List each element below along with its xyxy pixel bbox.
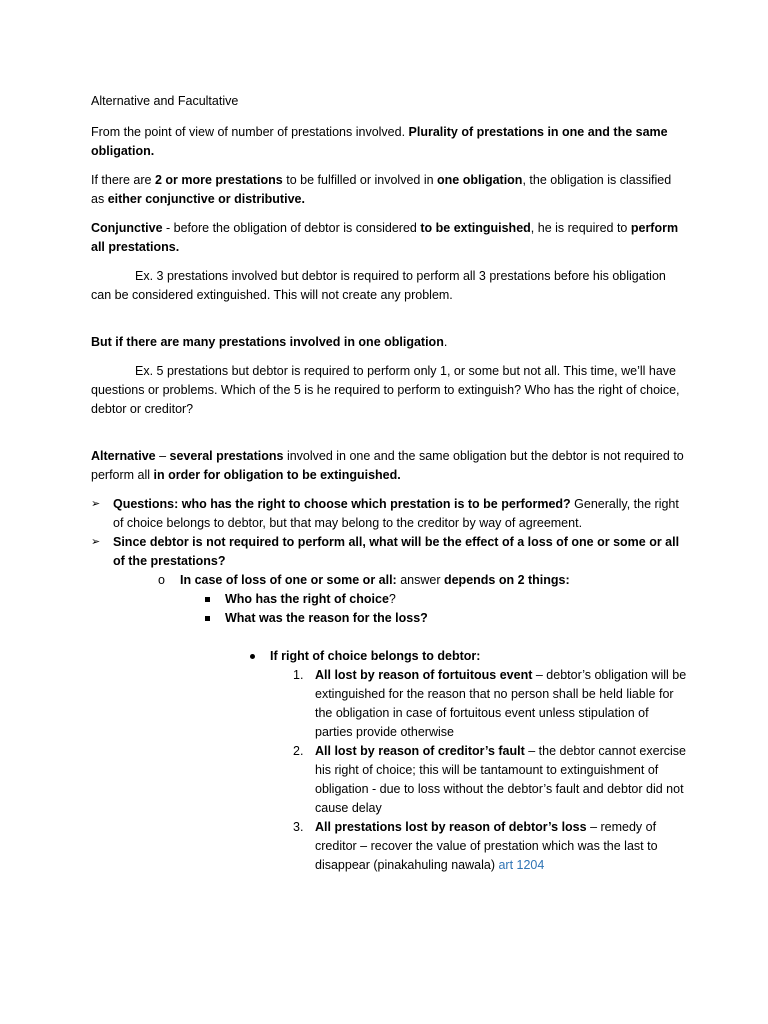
list-item-creditor-fault — [293, 742, 687, 818]
text: ? — [388, 592, 396, 606]
bold-text: one obligation — [437, 173, 523, 187]
arrow-bullet-icon: ➢ — [91, 536, 101, 548]
list-item-fortuitous-event — [293, 666, 687, 742]
text: , he is required to — [530, 221, 631, 235]
document-title: Alternative and Facultative — [91, 94, 239, 108]
bold-text: But if there are many prestations involved in one obligation — [91, 335, 444, 349]
bold-text: In case of loss of one or some or all: — [180, 573, 401, 587]
paragraph-two-or-more — [91, 171, 687, 209]
bold-text: Plurality of prestations in one and the same obligation. — [91, 125, 668, 158]
bold-text: 2 or more prestations — [154, 173, 283, 187]
arrow-bullet-icon: ➢ — [91, 498, 101, 510]
bold-text: All lost by reason of fortuitous event — [315, 668, 533, 682]
bold-text: What was the reason for the loss? — [225, 611, 428, 625]
list-number: 1. — [293, 668, 304, 682]
paragraph-conjunctive — [91, 219, 687, 257]
list-item-debtor-choice — [248, 647, 687, 666]
list-number: 2. — [293, 744, 304, 758]
term-alternative: Alternative — [91, 449, 156, 463]
text: , the obligation is classified as — [91, 173, 672, 206]
bold-text: several prestations — [169, 449, 284, 463]
question-list — [91, 495, 687, 875]
paragraph-many-prestations — [91, 333, 687, 352]
bold-text: perform all prestations. — [91, 221, 679, 254]
bold-text: Since debtor is not required to perform all, what will be the effect of a loss of one or some or all of the prestations? — [113, 535, 680, 568]
bold-text: Who has the right of choice — [225, 592, 389, 606]
text: – debtor’s obligation will be extinguished for the reason that no person shall be held liable for the obligation in case of fortuitous event unless stipulation of parties provide otherwise — [315, 668, 687, 739]
text: If there are — [91, 173, 155, 187]
term-conjunctive: Conjunctive — [91, 221, 163, 235]
square-bullet-icon — [205, 616, 210, 621]
list-item-questions — [91, 495, 687, 533]
text: - before the obligation of debtor is considered — [162, 221, 421, 235]
text: From the point of view of number of prestations involved. — [91, 125, 409, 139]
list-item-reason-for-loss — [203, 609, 687, 628]
paragraph-example-alternative: Ex. 5 prestations but debtor is required to perform only 1, or some but not all. This time, we’ll have questions or problems. Which of the 5 is he required to perform to extinguish? Who has the right of choice, debtor or creditor? — [91, 364, 680, 416]
text: answer — [400, 573, 441, 587]
text: – — [155, 449, 170, 463]
bold-text: either conjunctive or distributive. — [107, 192, 305, 206]
article-link[interactable]: art 1204 — [498, 858, 545, 872]
list-item-effect-of-loss — [91, 533, 687, 571]
dot-bullet-icon — [250, 654, 255, 659]
bold-text: Questions: who has the right to choose which prestation is to be performed? — [113, 497, 571, 511]
bold-text: All prestations lost by reason of debtor’s loss — [315, 820, 587, 834]
bold-text: to be extinguished — [420, 221, 531, 235]
text: to be fulfilled or involved in — [282, 173, 438, 187]
text: – the debtor cannot exercise his right of choice; this will be tantamount to extinguishment of obligation - due to loss without the debtor’s fault and debtor did not cause delay — [315, 744, 686, 815]
bold-text: depends on 2 things: — [440, 573, 570, 587]
list-number: 3. — [293, 820, 304, 834]
list-item-right-of-choice — [203, 590, 687, 609]
numbered-list — [293, 666, 687, 875]
spacer — [91, 419, 687, 447]
list-item-depends-on — [158, 571, 687, 590]
text: Generally, the right of choice belongs to debtor, but that may belong to the creditor by way of agreement. — [113, 497, 679, 530]
bold-text: in order for obligation to be extinguished. — [150, 468, 401, 482]
bold-text: All lost by reason of creditor’s fault — [315, 744, 525, 758]
spacer — [91, 305, 687, 333]
paragraph-example-conjunctive: Ex. 3 prestations involved but debtor is required to perform all 3 prestations before his obligation can be considered extinguished. This will not create any problem. — [91, 269, 666, 302]
text: . — [443, 335, 448, 349]
paragraph-plurality — [91, 123, 687, 161]
paragraph-alternative — [91, 447, 687, 485]
text: involved in one and the same obligation but the debtor is not required to perform all — [91, 449, 684, 482]
circle-bullet-icon: o — [158, 573, 165, 587]
text: – remedy of creditor – recover the value of prestation which was the last to disappear (pinakahuling nawala) — [315, 820, 658, 872]
list-item-debtor-loss — [293, 818, 687, 875]
square-bullet-icon — [205, 597, 210, 602]
bold-text: If right of choice belongs to debtor: — [270, 649, 481, 663]
document-body — [91, 92, 687, 875]
